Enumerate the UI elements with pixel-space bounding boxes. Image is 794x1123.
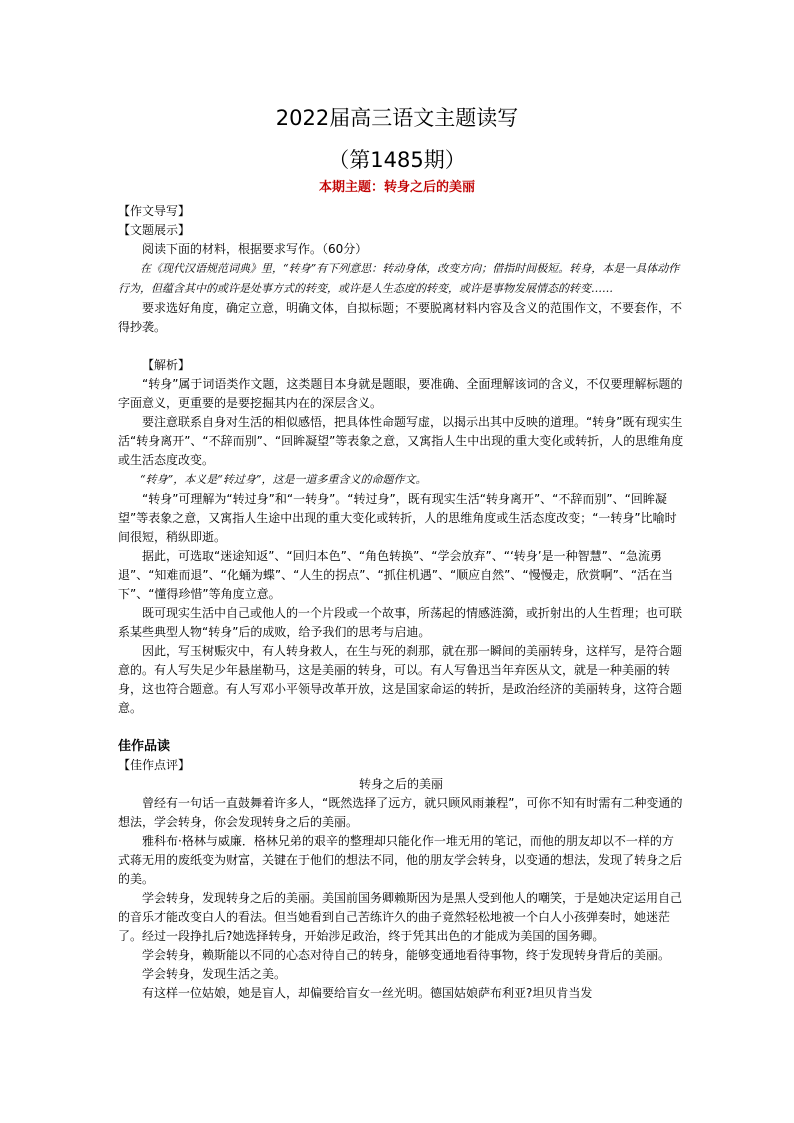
essay-comment-label: 【佳作点评】 — [118, 758, 191, 772]
document-title: 2022届高三语文主题读写 — [275, 106, 519, 130]
analysis-paragraph: 因此，写玉树赈灾中，有人转身救人，在生与死的刹那，就在那一瞬间的美丽转身，这样写，是符合题意的。有人写失足少年悬崖勒马，这是美丽的转身，可以。有人写鲁迅当年弃医从文，就是一种美丽的转身，这也符合题意。有人写邓小平领导改革开放，这是国家命运的转折，是政治经济的美丽转身，这符合题意。 — [118, 644, 683, 715]
spacer — [118, 718, 684, 737]
essay-paragraph: 学会转身，赖斯能以不同的心态对待自己的转身，能够变通地看待事物，终于发现转身背后的美丽。 — [142, 948, 671, 962]
analysis-paragraph: “转身”属于词语类作文题，这类题目本身就是题眼，要准确、全面理解该词的含义，不仅要理解标题的字面意义，更重要的是要挖掘其内在的深层含义。 — [118, 377, 683, 410]
spacer — [118, 337, 684, 356]
essay-section-heading: 佳作品读 — [118, 739, 171, 754]
essay-paragraph: 有这样一位姑娘，她是盲人，却偏要给盲女一丝光明。德国姑娘萨布利亚?坦贝肯当发 — [142, 986, 593, 1000]
prompt-requirement: 要求选好角度，确定立意，明确文体，自拟标题；不要脱离材料内容及含义的范围作文，不要套作，不得抄袭。 — [118, 301, 683, 334]
essay-paragraph: 曾经有一句话一直鼓舞着许多人，“既然选择了远方，就只顾风雨兼程”，可你不知有时需有二种变通的想法，学会转身，你会发现转身之后的美丽。 — [118, 796, 683, 829]
prompt-instruction: 阅读下面的材料，根据要求写作。（60分） — [142, 242, 368, 256]
issue-theme: 本期主题：转身之后的美丽 — [318, 180, 475, 195]
issue-number: （第1485期） — [328, 148, 466, 172]
essay-title: 转身之后的美丽 — [358, 777, 443, 791]
analysis-paragraph: 据此，可选取“迷途知返”、“回归本色”、“角色转换”、“学会放弃”、“‘转身’是一种智慧”、“急流勇退”、“知难而退”、“化蛹为蝶”、“人生的拐点”、“抓住机遇”、“顺应自然”、“慢慢走，欣赏啊”、“活在当下”、“懂得珍惜”等角度立意。 — [118, 549, 674, 601]
essay-paragraph: 雅科布·格林与威廉．格林兄弟的艰辛的整理却只能化作一堆无用的笔记，而他的朋友却以不一样的方式蒋无用的废纸变为财富，关键在于他们的想法不同，他的朋友学会转身，以变通的想法，发现了转身之后的美。 — [118, 834, 683, 886]
essay-paragraph: 学会转身，发现转身之后的美丽。美国前国务卿赖斯因为是黑人受到他人的嘲笑，于是她决定运用自己的音乐才能改变白人的看法。但当她看到自己苦练许久的曲子竟然轻松地被一个白人小孩弹奏时，她迷茫了。经过一段挣扎后?她选择转身，开始涉足政治，终于凭其出色的才能成为美国的国务卿。 — [118, 891, 683, 943]
analysis-paragraph: “转身”可理解为“转过身”和“一转身”。“转过身”，既有现实生活“转身离开”、“不辞而别”、“回眸凝望”等表象之意，又寓指人生途中出现的重大变化或转折，人的思维角度或生活态度改变；“一转身”比喻时间很短，稍纵即逝。 — [118, 492, 677, 544]
document-body — [118, 202, 684, 1003]
analysis-paragraph: 既可现实生活中自己或他人的一个片段或一个故事，所荡起的情感涟漪，或折射出的人生哲理；也可联系某些典型人物“转身”后的成败，给予我们的思考与启迪。 — [118, 606, 683, 639]
prompt-material: 在《现代汉语规范词典》里，“转身”有下列意思：转动身体，改变方向；借指时间极短。转身，本是一具体动作行为，但蕴含其中的或许是处事方式的转变，或许是人生态度的转变，或许是事物发展情态的转变…… — [118, 262, 680, 295]
essay-paragraph: 学会转身，发现生活之美。 — [142, 967, 287, 981]
analysis-paragraph: “转身”，本义是“转过身”，这是一道多重含义的命题作文。 — [140, 473, 427, 486]
section-label-guide: 【作文导写】 — [118, 204, 191, 218]
analysis-paragraph: 要注意联系自身对生活的相似感悟，把具体性命题写虚，以揭示出其中反映的道理。“转身”既有现实生活“转身离开”、“不辞而别”、“回眸凝望”等表象之意，又寓指人生中出现的重大变化或转折，人的思维角度或生活态度改变。 — [118, 415, 684, 467]
section-label-prompt: 【文题展示】 — [118, 223, 191, 237]
section-label-analysis: 【解析】 — [142, 358, 191, 372]
